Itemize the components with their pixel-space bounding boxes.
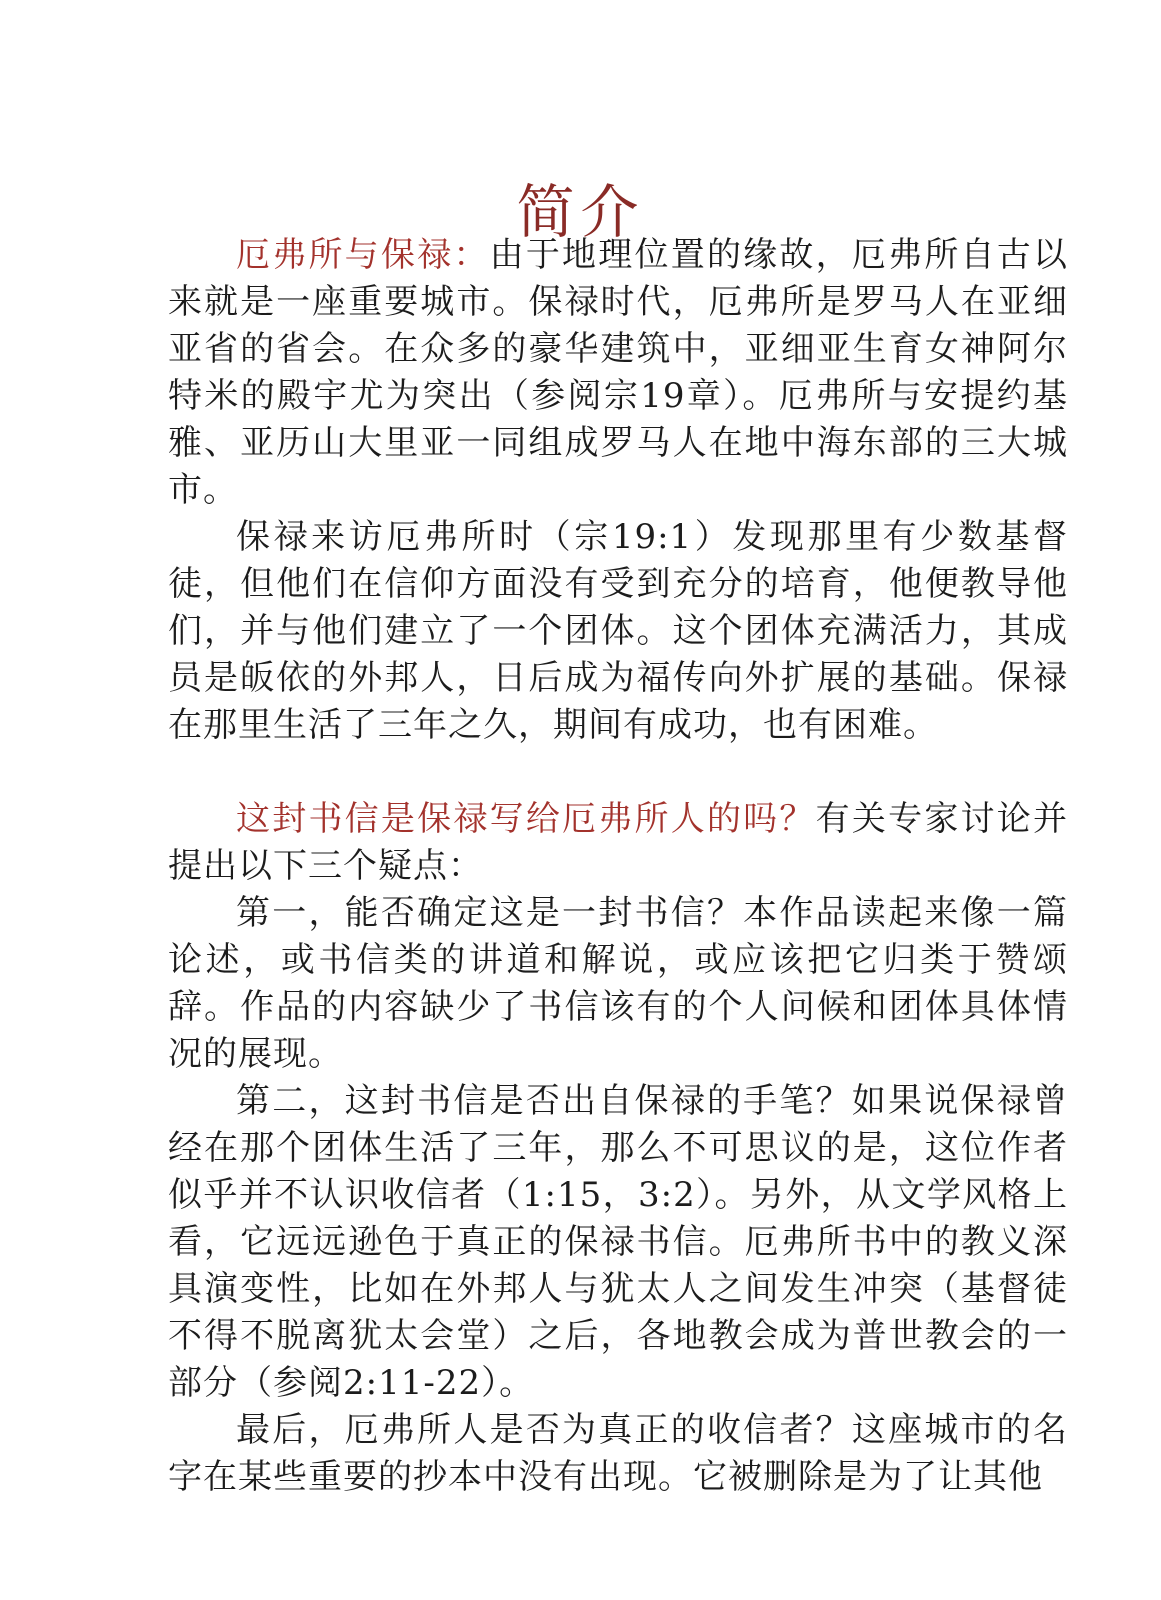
paragraph-text: 第二，这封书信是否出自保禄的手笔？如果说保禄曾经在那个团体生活了三年，那么不可思议的是，这位作者似乎并不认识收信者（1:15，3:2）。另外，从文学风格上看，它远远逊色于真正的保禄书信。厄弗所书中的教义深具演变性，比如在外邦人与犹太人之间发生冲突（基督徒不得不脱离犹太会堂）之后，各地教会成为普世教会的一部分（参阅2:11-22）。 — [168, 1081, 1068, 1403]
page-title: 简介 — [516, 177, 645, 246]
paragraph-third-doubt — [168, 1407, 1068, 1501]
paragraph-text: 保禄来访厄弗所时（宗19:1）发现那里有少数基督徒，但他们在信仰方面没有受到充分的培育，他便教导他们，并与他们建立了一个团体。这个团体充满活力，其成员是皈依的外邦人，日后成为福传向外扩展的基础。保禄在那里生活了三年之久，期间有成功，也有困难。 — [168, 517, 1068, 745]
section-heading-ephesus-and-paul: 厄弗所与保禄： — [236, 235, 490, 275]
body-text — [168, 232, 1068, 1501]
paragraph-paul-visit — [168, 514, 1068, 749]
paragraph-text: 有关专家讨论并提出以下三个疑点： — [168, 799, 1069, 886]
paragraph-text: 由于地理位置的缘故，厄弗所自古以来就是一座重要城市。保禄时代，厄弗所是罗马人在亚细亚省的省会。在众多的豪华建筑中，亚细亚生育女神阿尔特米的殿宇尤为突出（参阅宗19章）。厄弗所与安提约基雅、亚历山大里亚一同组成罗马人在地中海东部的三大城市。 — [168, 235, 1069, 510]
paragraph-ephesus-and-paul — [168, 232, 1068, 514]
section-heading-authorship-question: 这封书信是保禄写给厄弗所人的吗？ — [236, 799, 816, 839]
paragraph-authorship-question — [168, 796, 1068, 890]
paragraph-second-doubt — [168, 1078, 1068, 1407]
paragraph-first-doubt — [168, 890, 1068, 1078]
paragraph-text: 第一，能否确定这是一封书信？本作品读起来像一篇论述，或书信类的讲道和解说，或应该把它归类于赞颂辞。作品的内容缺少了书信该有的个人问候和团体具体情况的展现。 — [168, 893, 1068, 1074]
paragraph-text: 最后，厄弗所人是否为真正的收信者？这座城市的名字在某些重要的抄本中没有出现。它被删除是为了让其他 — [168, 1410, 1068, 1497]
